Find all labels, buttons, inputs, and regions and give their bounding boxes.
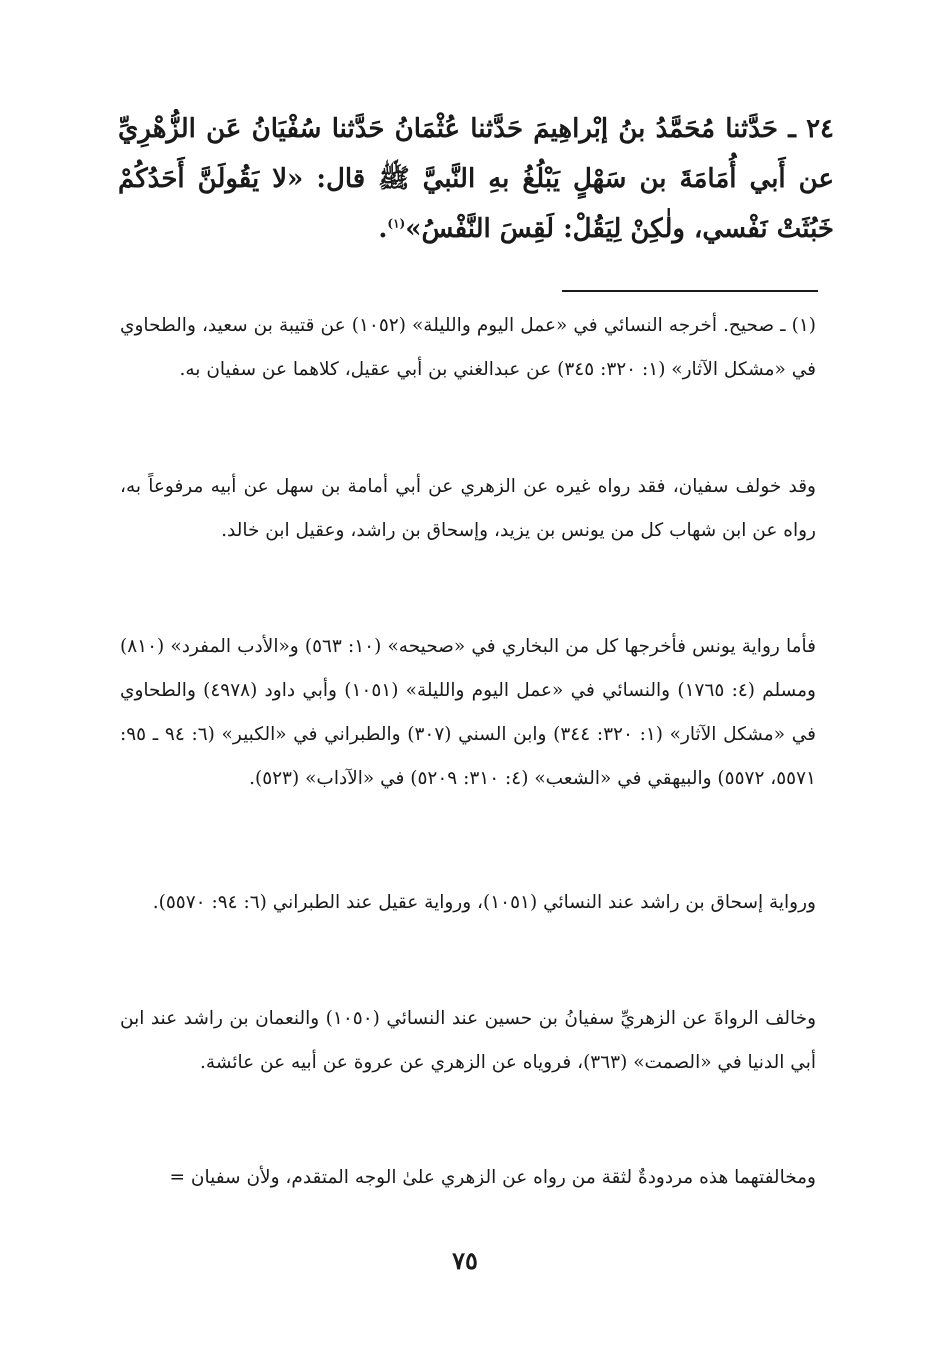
hadith-text	[118, 104, 834, 254]
page-number: ٧٥	[452, 1246, 478, 1275]
hadith-body: ٢٤ ـ حَدَّثنا مُحَمَّدُ بنُ إبْراهِيمَ حَدَّثنا عُثْمَانُ حَدَّثنا سُفْيَانُ عَن الزُّهْرِيِّ عن أَبي أُمَامَةَ بن سَهْلٍ يَبْلُغُ بهِ النَّبيَّ ﷺ قال: «لا يَقُولَنَّ أَحَدُكُمْ خَبُثَتْ نَفْسي، ولٰكِنْ لِيَقُلْ: لَقِسَ النَّفْسُ»	[118, 114, 834, 244]
footnote-paragraph-5: وخالف الرواةَ عن الزهريِّ سفيانُ بن حسين عند النسائي (١٠٥٠) والنعمان بن راشد عند ابن أبي الدنيا في «الصمت» (٣٦٣)، فروياه عن الزهري عن عروة عن أبيه عن عائشة.	[120, 1008, 817, 1073]
footnote-reference: (١)	[387, 216, 406, 231]
hadith-end-period: .	[378, 214, 388, 244]
footnote-separator	[562, 290, 818, 292]
footnote-paragraph-1: (١) ـ صحيح. أخرجه النسائي في «عمل اليوم والليلة» (١٠٥٢) عن قتيبة بن سعيد، والطحاوي في «مشكل الآثار» (١: ٣٢٠: ٣٤٥) عن عبدالغني بن أبي عقيل، كلاهما عن سفيان به.	[120, 315, 816, 380]
footnote-paragraph-3: فأما رواية يونس فأخرجها كل من البخاري في «صحيحه» (١٠: ٥٦٣) و«الأدب المفرد» (٨١٠) ومسلم (٤: ١٧٦٥) والنسائي في «عمل اليوم والليلة» (١٠٥١) وأبي داود (٤٩٧٨) والطحاوي في «مشكل الآثار» (١: ٣٢٠: ٣٤٤) وابن السني (٣٠٧) والطبراني في «الكبير» (٦: ٩٤ ـ ٩٥: ٥٥٧١، ٥٥٧٢) والبيهقي في «الشعب» (٤: ٣١٠: ٥٢٠٩) في «الآداب» (٥٢٣).	[120, 636, 816, 789]
footnote-paragraph-2: وقد خولف سفيان، فقد رواه غيره عن الزهري عن أبي أمامة بن سهل عن أبيه مرفوعاً به، رواه عن ابن شهاب كل من يونس بن يزيد، وإسحاق بن راشد، وعقيل ابن خالد.	[120, 476, 816, 541]
footnote-paragraph-4: ورواية إسحاق بن راشد عند النسائي (١٠٥١)، ورواية عقيل عند الطبراني (٦: ٩٤: ٥٥٧٠).	[152, 892, 816, 913]
footnote-paragraph-6: ومخالفتهما هذه مردودةٌ لثقة من رواه عن الزهري علىٰ الوجه المتقدم، ولأن سفيان =	[169, 1167, 816, 1188]
